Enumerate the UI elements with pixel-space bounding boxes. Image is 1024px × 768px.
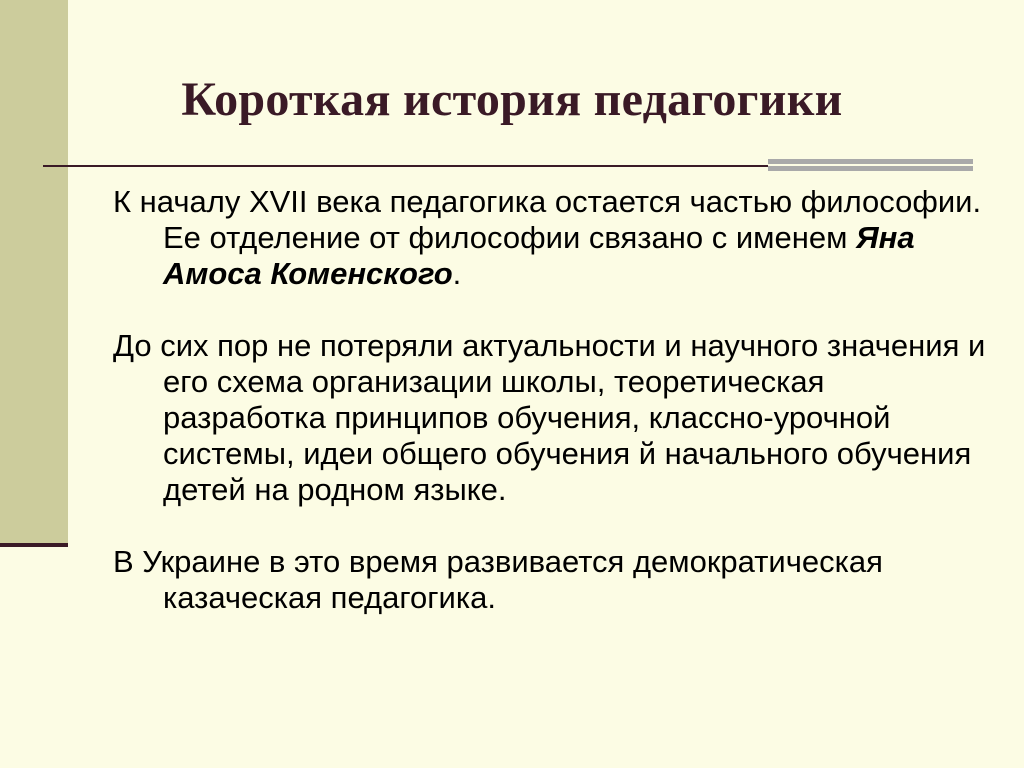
title-divider-accent [768, 159, 973, 171]
paragraph-text-end: . [452, 256, 462, 291]
paragraph-text: К началу XVII века педагогика остается частью философии. Ее отделение от философии связано с именем [113, 184, 982, 255]
paragraph-relevance: До сих пор не потеряли актуальности и научного значения и его схема организации школы, теоретическая разработка принципов обучения, классно-урочной системы, идеи общего обучения й начального обучения детей на родном языке. [113, 328, 986, 507]
title-divider-line [43, 165, 768, 167]
highlighted-name: Яна Амоса Коменского [163, 220, 915, 291]
paragraph-komensky [113, 184, 993, 292]
slide-body [113, 184, 993, 616]
left-bar-underline [0, 543, 68, 547]
slide-title: Короткая история педагогики [181, 73, 843, 126]
paragraph-ukraine: В Украине в это время развивается демократическая казаческая педагогика. [113, 544, 883, 615]
